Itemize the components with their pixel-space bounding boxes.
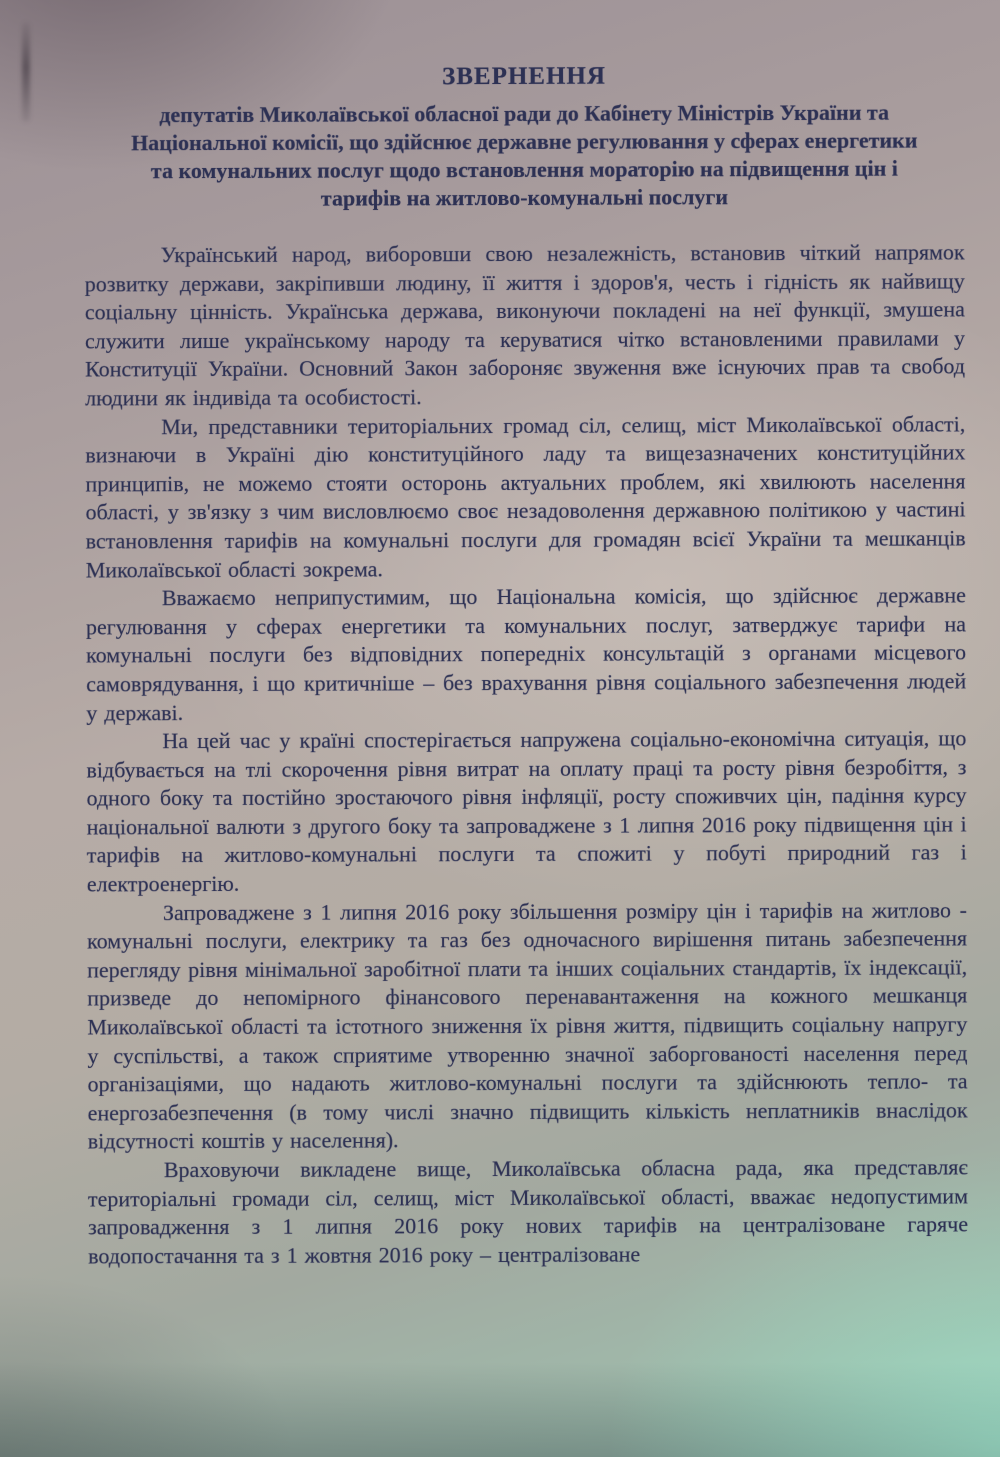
document-subtitle [84, 98, 964, 213]
document-body [85, 238, 969, 1270]
paragraph: Вважаємо неприпустимим, що Національна комісія, що здійснює державне регулювання у сферах енергетики та комунальних послуг, затверджує тарифи на комунальні послуги без відповідних попередніх консультацій з органами місцевого самоврядування, і що критичніше – без врахування рівня соціального забезпечення людей у державі. [85, 582, 967, 725]
paragraph: Український народ, виборовши свою незалежність, встановив чіткий напрямок розвитку держави, закріпивши людину, її життя і здоров'я, честь і гідність як найвищу соціальну цінність. Українська держава, виконуючи покладені на неї функції, змушена служити лише українському народу та керуватися чітко встановленими правилами у Конституції України. Основний Закон забороняє звуження вже існуючих прав та свобод людини як індивіда та особистості. [84, 239, 966, 411]
paragraph: Враховуючи викладене вище, Миколаївська обласна рада, яка представляє територіальні громади сіл, селищ, міст Миколаївської області, вважає недопустимим запровадження з 1 липня 2016 року нових тарифів на централізоване гаряче водопостачання та з 1 жовтня 2016 року – централізоване [87, 1154, 969, 1269]
paragraph: На цей час у країні спостерігається напружена соціально-економічна ситуація, що відбувається на тлі скорочення рівня витрат на оплату праці та росту рівня безробіття, з одного боку та постійно зростаючого рівня інфляції, росту споживчих цін, падіння курсу національної валюти з другого боку та запроваджене з 1 липня 2016 року підвищення цін і тарифів на житлово-комунальні послуги та спожиті у побуті природний газ і електроенергію. [86, 725, 967, 897]
subtitle-line: депутатів Миколаївської обласної ради до Кабінету Міністрів України та [159, 99, 890, 128]
subtitle-line: Національної комісії, що здійснює державне регулювання у сферах енергетики [131, 127, 918, 156]
subtitle-line: тарифів на житлово-комунальні послуги [320, 184, 729, 211]
document-title: ЗВЕРНЕННЯ [442, 62, 607, 91]
paragraph: Запроваджене з 1 липня 2016 року збільшення розміру цін і тарифів на житлово - комунальні послуги, електрику та газ без одночасного вирішення питань забезпечення перегляду рівня мінімальної заробітної плати та інших соціальних стандартів, їх індексації, призведе до непомірного фінансового перенавантаження на кожного мешканця Миколаївської області та істотного зниження їх рівня життя, підвищить соціальну напругу у суспільстві, а також сприятиме утворенню значної заборгованості населення перед організаціями, що надають житлово-комунальні послуги та здійснюють тепло- та енергозабезпечення (в тому числі значно підвищить кількість неплатників внаслідок відсутності коштів у населення). [87, 897, 968, 1154]
paragraph: Ми, представники територіальних громад сіл, селищ, міст Миколаївської області, визнаючи в Україні дію конституційного ладу та вищезазначених конституційних принципів, не можемо стояти осторонь актуальних проблем, які хвилюють населення області, у зв'язку з чим висловлюємо своє незадоволення державною політикою у частині встановлення тарифів на комунальні послуги для громадян всієї України та мешканців Миколаївської області зокрема. [85, 410, 966, 582]
subtitle-line: та комунальних послуг щодо встановлення мораторію на підвищення цін і [150, 155, 898, 184]
